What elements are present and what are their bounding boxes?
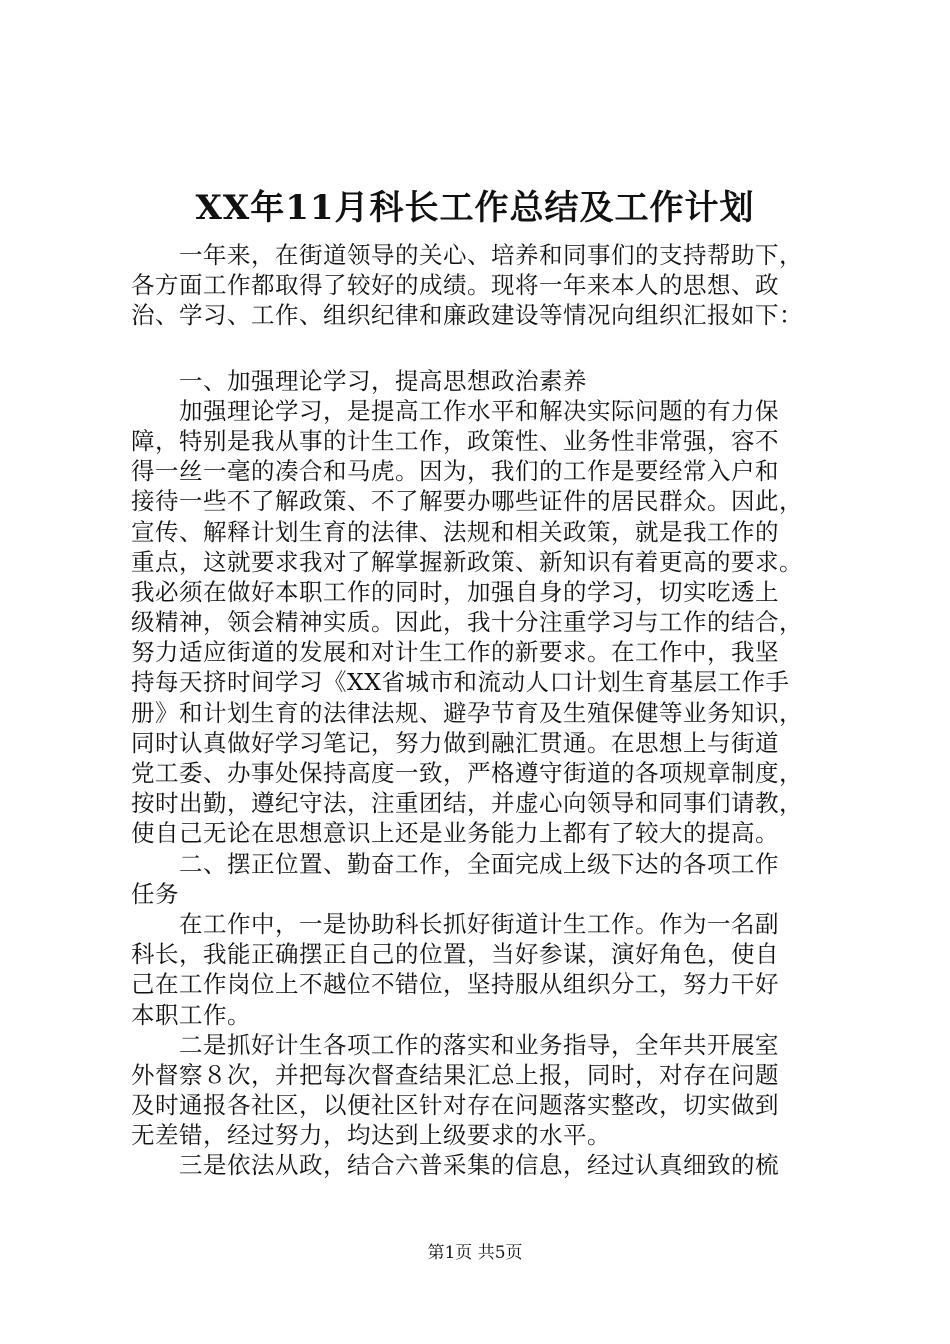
text-line: 级精神，领会精神实质。因此，我十分注重学习与工作的结合， bbox=[131, 608, 803, 637]
text-line: 无差错，经过努力，均达到上级要求的水平。 bbox=[131, 1121, 611, 1150]
text-line: 科长，我能正确摆正自己的位置，当好参谋，演好角色，使自 bbox=[131, 940, 779, 969]
text-line: 在工作中，一是协助科长抓好街道计生工作。作为一名副 bbox=[131, 909, 779, 938]
page-footer: 第1页 共5页 bbox=[427, 1243, 523, 1263]
text-line: 一年来，在街道领导的关心、培养和同事们的支持帮助下， bbox=[131, 241, 803, 269]
text-line: 二是抓好计生各项工作的落实和业务指导，全年共开展室 bbox=[131, 1030, 779, 1059]
text-line: 得一丝一毫的凑合和马虎。因为，我们的工作是要经常入户和 bbox=[131, 457, 779, 486]
text-line: 本职工作。 bbox=[131, 1000, 251, 1029]
text-line: 宣传、解释计划生育的法律、法规和相关政策，就是我工作的 bbox=[131, 517, 779, 546]
text-line: 障，特别是我从事的计生工作，政策性、业务性非常强，容不 bbox=[131, 426, 779, 455]
text-line: 二、摆正位置、勤奋工作，全面完成上级下达的各项工作 bbox=[131, 849, 779, 878]
text-line: 按时出勤，遵纪守法，注重团结，并虚心向领导和同事们请教， bbox=[131, 789, 803, 818]
text-line: 持每天挤时间学习《XX省城市和流动人口计划生育基层工作手 bbox=[131, 668, 790, 697]
text-line: 一、加强理论学习，提高思想政治素养 bbox=[131, 366, 587, 395]
text-line: 努力适应街道的发展和对计生工作的新要求。在工作中，我坚 bbox=[131, 638, 779, 667]
text-line: 接待一些不了解政策、不了解要办哪些证件的居民群众。因此， bbox=[131, 487, 803, 516]
text-line: 加强理论学习，是提高工作水平和解决实际问题的有力保 bbox=[131, 396, 779, 425]
text-line: 外督察８次，并把每次督查结果汇总上报，同时，对存在问题 bbox=[131, 1060, 779, 1089]
text-line: 治、学习、工作、组织纪律和廉政建设等情况向组织汇报如下： bbox=[131, 301, 803, 330]
text-line: 册》和计划生育的法律法规、避孕节育及生殖保健等业务知识， bbox=[131, 698, 803, 727]
text-line: 己在工作岗位上不越位不错位，坚持服从组织分工，努力干好 bbox=[131, 970, 779, 999]
text-line: 我必须在做好本职工作的同时，加强自身的学习，切实吃透上 bbox=[131, 577, 779, 606]
document-title: XX年11月科长工作总结及工作计划 bbox=[195, 188, 755, 228]
document-body bbox=[131, 240, 831, 1181]
text-line: 同时认真做好学习笔记，努力做到融汇贯通。在思想上与街道 bbox=[131, 728, 779, 757]
text-line: 使自己无论在思想意识上还是业务能力上都有了较大的提高。 bbox=[131, 819, 779, 848]
text-line: 重点，这就要求我对了解掌握新政策、新知识有着更高的要求。 bbox=[131, 547, 803, 576]
paragraph-gap bbox=[131, 331, 831, 366]
text-line: 三是依法从政，结合六普采集的信息，经过认真细致的梳 bbox=[131, 1151, 779, 1180]
text-line: 党工委、办事处保持高度一致，严格遵守街道的各项规章制度， bbox=[131, 759, 803, 787]
text-line: 各方面工作都取得了较好的成绩。现将一年来本人的思想、政 bbox=[131, 271, 779, 300]
text-line: 任务 bbox=[131, 879, 179, 908]
text-line: 及时通报各社区，以便社区针对存在问题落实整改，切实做到 bbox=[131, 1091, 779, 1120]
